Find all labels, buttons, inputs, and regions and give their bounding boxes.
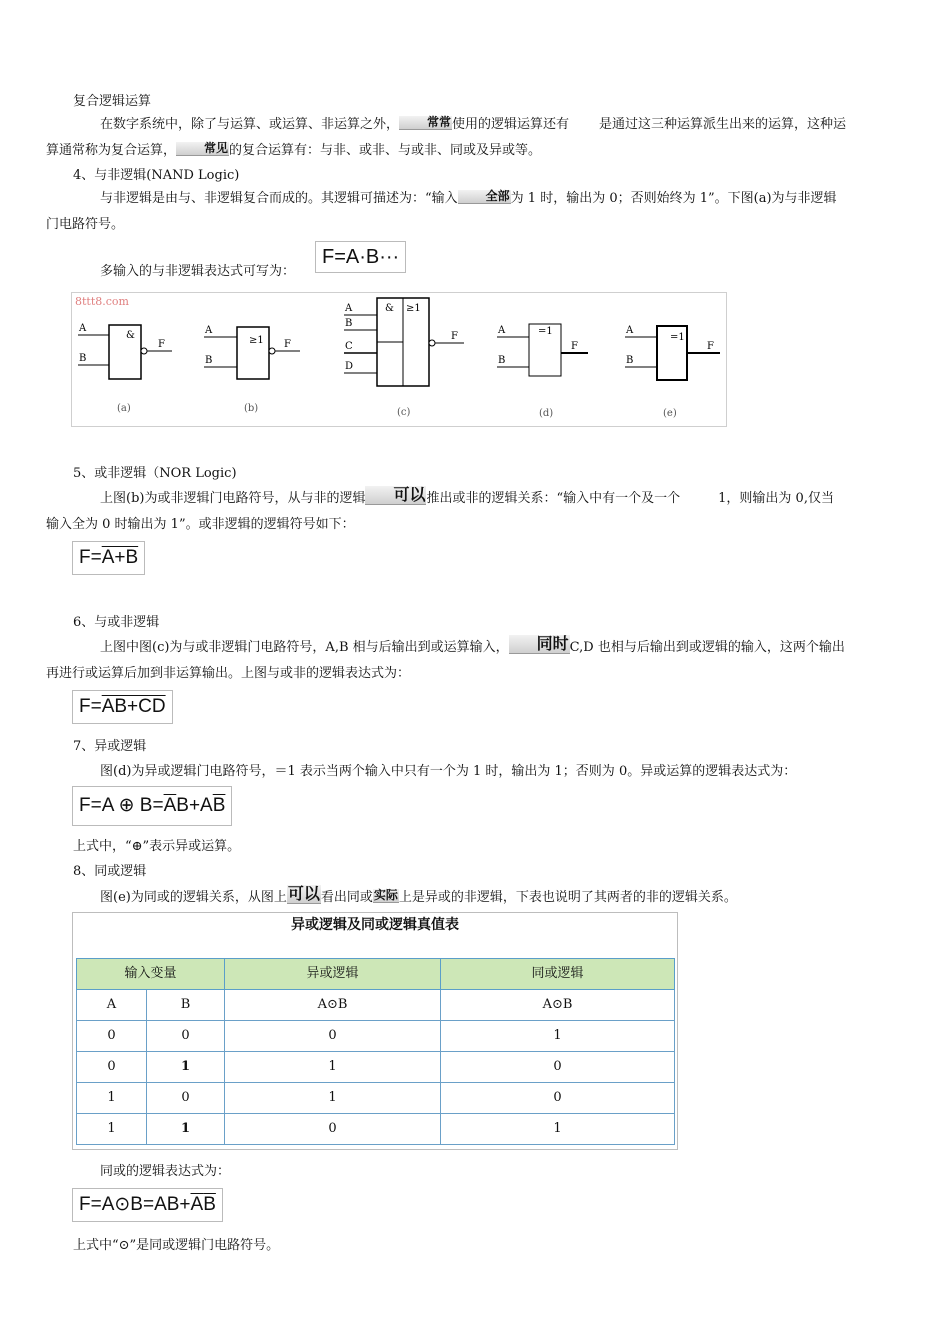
xnor-note: 上式中“⊙”是同或逻辑门电路符号。 [73,1238,280,1253]
th-xor: 异或逻辑 [225,959,441,990]
table-cell: 1 [441,1114,675,1145]
gate-c-symbol-or: ≥1 [406,303,421,314]
table-cell: 0 [77,1021,147,1052]
table-cell: 0 [225,1021,441,1052]
xor-note: 上式中，“⊕”表示异或运算。 [73,839,241,854]
gate-a-symbol: & [126,330,135,341]
th-input-vars: 输入变量 [77,959,225,990]
section-5-heading: 5、或非逻辑（NOR Logic) [73,466,237,481]
aoi-formula-prefix: F= [79,696,102,718]
s4-text-2: 为 1 时，输出为 0；否则始终为 1”。下图(a)为与非逻辑 [510,191,837,206]
intro-text-1: 在数字系统中，除了与运算、或运算、非运算之外， [100,117,400,132]
truth-table-container [72,912,678,1150]
gate-b-input-a: A [205,325,213,336]
gate-c-input-c: C [345,341,353,352]
nor-formula-prefix: F= [79,547,102,569]
truth-table-subheader-row [77,990,675,1021]
gate-e-input-a: A [626,325,634,336]
section-8-paragraph [100,885,737,908]
s4-text-3: 门电路符号。 [46,217,125,232]
xnor-formula-not-b: $\overline{B}$ [203,1194,216,1216]
gate-d-symbol: =1 [538,326,553,337]
gate-b-caption: (b) [244,403,259,414]
gate-c-output: F [451,331,458,342]
xnor-formula [72,1188,223,1222]
s4-text-1: 与非逻辑是由与、非逻辑复合而成的。其逻辑可描述为：“输入 [100,191,458,206]
nor-formula [72,541,145,575]
s5-text-2: 推出或非的逻辑关系：“输入中有一个及一个 [426,491,681,506]
gate-b-symbol: ≥1 [249,335,264,346]
gate-b-nor [204,325,300,414]
intro-paragraph [46,112,893,164]
xor-formula-not-b: $\overline{B}$ [212,795,226,817]
gate-c-caption: (c) [397,407,411,418]
section-6-paragraph [46,634,893,687]
section-8-heading: 8、同或逻辑 [73,864,147,879]
gate-symbols-svg [72,293,726,426]
th-xnor: 同或逻辑 [441,959,675,990]
s6-text-1: 上图中图(c)为与或非逻辑门电路符号，A,B 相与后输出到或运算输入， [100,640,509,655]
table-cell: 1 [147,1052,225,1083]
th-xor-expr: A⊙B [225,990,441,1021]
table-cell: 0 [441,1052,675,1083]
table-cell: 0 [225,1114,441,1145]
gate-d-input-b: B [498,355,506,366]
s8-text-2: 看出同或 [320,890,373,905]
aoi-formula [72,690,173,724]
table-cell: 1 [225,1052,441,1083]
gate-a-input-a: A [79,323,87,334]
table-cell: 0 [77,1052,147,1083]
gate-a-nand [78,323,172,414]
gate-d-output: F [571,341,578,352]
table-row [77,1114,675,1145]
s8-text-1: 图(e)为同或的逻辑关系，从图上 [100,890,287,905]
table-cell: 1 [147,1114,225,1145]
truth-table [76,958,675,1145]
s5-text-3: 1，则输出为 0,仅当 [718,491,834,506]
xor-formula-part-2: B+A [176,795,213,817]
gate-c-input-d: D [345,361,354,372]
section-6-heading: 6、与或非逻辑 [73,615,160,630]
watermark-text: 8ttt8.com [75,295,129,308]
section-4-paragraph [46,186,893,238]
th-xnor-expr: A⊙B [441,990,675,1021]
nor-formula-overlined: A+B [101,547,139,569]
table-cell: 0 [147,1083,225,1114]
xnor-formula-part-1: F=A⊙B=AB+ [79,1194,191,1216]
intro-text-2: 使用的逻辑运算还有 [452,117,570,132]
table-cell: 0 [147,1021,225,1052]
page-title: 复合逻辑运算 [73,94,152,109]
xor-formula-part-1: F=A ⊕ B= [79,795,164,817]
word-image-changjian: 常见 [176,142,229,156]
gate-d-input-a: A [498,325,506,336]
nand-formula: F=A·B··· [315,241,406,273]
aoi-formula-overlined: AB+CD [101,696,166,718]
gate-a-input-b: B [79,353,87,364]
gate-e-caption: (e) [663,408,677,419]
gate-b-output: F [284,339,291,350]
intro-text-4: 算通常称为复合运算， [46,143,177,158]
word-image-quanbu: 全部 [458,190,511,204]
gate-d-xor [497,324,588,419]
section-7-paragraph: 图(d)为异或逻辑门电路符号，＝1 表示当两个输入中只有一个为 1 时，输出为 1；否则为 0。异或运算的逻辑表达式为： [100,764,797,779]
gate-b-input-b: B [205,355,213,366]
xnor-expression-label: 同或的逻辑表达式为： [100,1164,231,1179]
xor-formula-not-a: $\overline{A}$ [163,795,177,817]
gate-e-symbol: =1 [670,332,685,343]
section-5-paragraph [46,485,893,538]
word-image-keyi: 可以 [365,486,426,505]
table-cell: 0 [441,1083,675,1114]
gate-a-caption: (a) [117,403,131,414]
th-b: B [147,990,225,1021]
s8-text-3: 上是异或的非逻辑，下表也说明了其两者的非的逻辑关系。 [398,890,737,905]
table-cell: 1 [225,1083,441,1114]
s4-multi-input-label: 多输入的与非逻辑表达式可写为： [100,264,296,279]
s6-text-2: C,D 也相与后输出到或逻辑的输入，这两个输出 [569,640,845,655]
word-image-changchang: 常常 [399,116,452,130]
truth-table-header-row [77,959,675,990]
table-row [77,1083,675,1114]
gate-a-output: F [158,339,165,350]
s6-text-3: 再进行或运算后加到非运算输出。上图与或非的逻辑表达式为： [46,666,411,681]
section-7-heading: 7、异或逻辑 [73,739,147,754]
word-image-keyi-2: 可以 [287,884,320,903]
word-image-shiji: 实际 [373,888,398,902]
table-cell: 1 [441,1021,675,1052]
table-cell: 1 [77,1114,147,1145]
table-row [77,1052,675,1083]
gate-c-input-b: B [345,318,353,329]
s5-text-1: 上图(b)为或非逻辑门电路符号，从与非的逻辑 [100,491,366,506]
gate-e-input-b: B [626,355,634,366]
truth-table-title: 异或逻辑及同或逻辑真值表 [291,917,459,933]
gate-c-input-a: A [345,303,353,314]
intro-text-3: 是通过这三种运算派生出来的运算，这种运 [599,117,847,132]
th-a: A [77,990,147,1021]
gate-c-aoi [344,298,464,418]
xor-formula [72,786,232,826]
gate-e-xnor [625,325,720,419]
gate-d-caption: (d) [539,408,554,419]
table-cell: 1 [77,1083,147,1114]
gate-e-output: F [707,341,714,352]
xnor-formula-not-a: $\overline{A}$ [190,1194,204,1216]
section-4-heading: 4、与非逻辑(NAND Logic) [73,168,240,183]
gate-c-symbol-and: & [385,303,394,314]
word-image-tongshi: 同时 [509,635,570,654]
table-row [77,1021,675,1052]
s5-text-4: 输入全为 0 时输出为 1”。或非逻辑的逻辑符号如下： [46,517,355,532]
gate-symbols-diagram [71,292,727,427]
intro-text-5: 的复合运算有：与非、或非、与或非、同或及异或等。 [229,143,542,158]
